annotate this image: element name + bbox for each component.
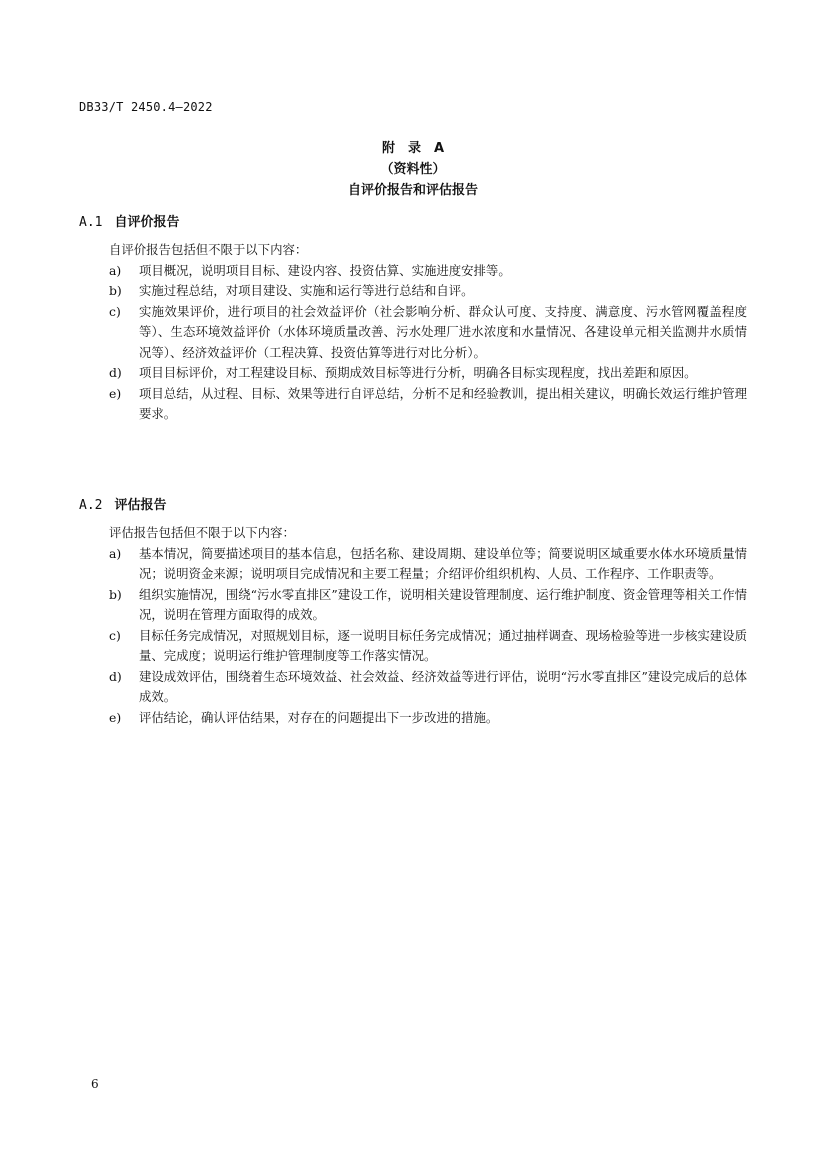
list-item-text: 实施效果评价，进行项目的社会效益评价（社会影响分析、群众认可度、支持度、满意度、污水管网覆盖程度等）、生态环境效益评价（水体环境质量改善、污水处理厂进水浓度和水量情况、各建设单元相关监测井水质情况等）、经济效益评价（工程决算、投资估算等进行对比分析）。: [139, 303, 747, 360]
list-item-text: 项目概况，说明项目目标、建设内容、投资估算、实施进度安排等。: [139, 262, 511, 278]
list-marker: a): [109, 262, 122, 278]
section-body-a2: [79, 523, 747, 728]
section-heading-a2: [79, 494, 167, 513]
list-item: [79, 261, 747, 282]
list-item: [79, 585, 747, 626]
list-marker: e): [109, 385, 122, 401]
document-id: DB33/T 2450.4—2022: [79, 100, 213, 114]
list-item-text: 组织实施情况，围绕“污水零直排区”建设工作，说明相关建设管理制度、运行维护制度、资金管理等相关工作情况，说明在管理方面取得的成效。: [139, 586, 747, 622]
list-item: [79, 708, 747, 729]
page-number: 6: [91, 1077, 99, 1091]
list-item-text: 项目目标评价，对工程建设目标、预期成效目标等进行分析，明确各目标实现程度，找出差距和原因。: [139, 365, 697, 380]
list-marker: c): [109, 303, 121, 319]
list-item-text: 实施过程总结，对项目建设、实施和运行等进行总结和自评。: [139, 283, 474, 298]
list-marker: d): [109, 365, 122, 380]
list-item: [79, 544, 747, 585]
list-item: [79, 384, 747, 425]
section-intro: 自评价报告包括但不限于以下内容：: [109, 242, 308, 257]
list-marker: b): [109, 283, 122, 298]
list-item-text: 项目总结，从过程、目标、效果等进行自评总结，分析不足和经验教训，提出相关建议，明确长效运行维护管理要求。: [139, 385, 747, 421]
section-number: A.1: [79, 215, 103, 230]
list-marker: c): [109, 627, 121, 643]
list-item: [79, 626, 747, 667]
list-marker: a): [109, 545, 122, 561]
section-intro: 评估报告包括但不限于以下内容：: [109, 525, 295, 540]
section-number: A.2: [79, 498, 103, 513]
list-item: [79, 667, 747, 708]
section-title: 自评价报告: [114, 215, 180, 230]
annex-nature: （资料性）: [380, 162, 446, 177]
section-title: 评估报告: [114, 498, 167, 513]
list-marker: e): [109, 709, 122, 725]
annex-title: 自评价报告和评估报告: [347, 183, 478, 198]
list-item-text: 基本情况，简要描述项目的基本信息，包括名称、建设周期、建设单位等；简要说明区域重要水体水环境质量情况；说明资金来源；说明项目完成情况和主要工程量；介绍评价组织机构、人员、工作程序、工作职责等。: [139, 545, 747, 581]
list-item-text: 评估结论，确认评估结果，对存在的问题提出下一步改进的措施。: [139, 709, 499, 725]
list-item: [79, 302, 747, 364]
annex-label: 附 录 A: [381, 141, 445, 156]
list-marker: d): [109, 668, 122, 684]
section-heading-a1: [79, 211, 180, 230]
list-marker: b): [109, 586, 122, 602]
section-body-a1: [79, 240, 747, 425]
list-item: [79, 281, 747, 302]
list-item-text: 建设成效评估，围绕着生态环境效益、社会效益、经济效益等进行评估，说明“污水零直排区”建设完成后的总体成效。: [139, 668, 747, 704]
list-item: [79, 363, 747, 384]
list-item-text: 目标任务完成情况，对照规划目标，逐一说明目标任务完成情况；通过抽样调查、现场检验等进一步核实建设质量、完成度；说明运行维护管理制度等工作落实情况。: [139, 627, 747, 663]
